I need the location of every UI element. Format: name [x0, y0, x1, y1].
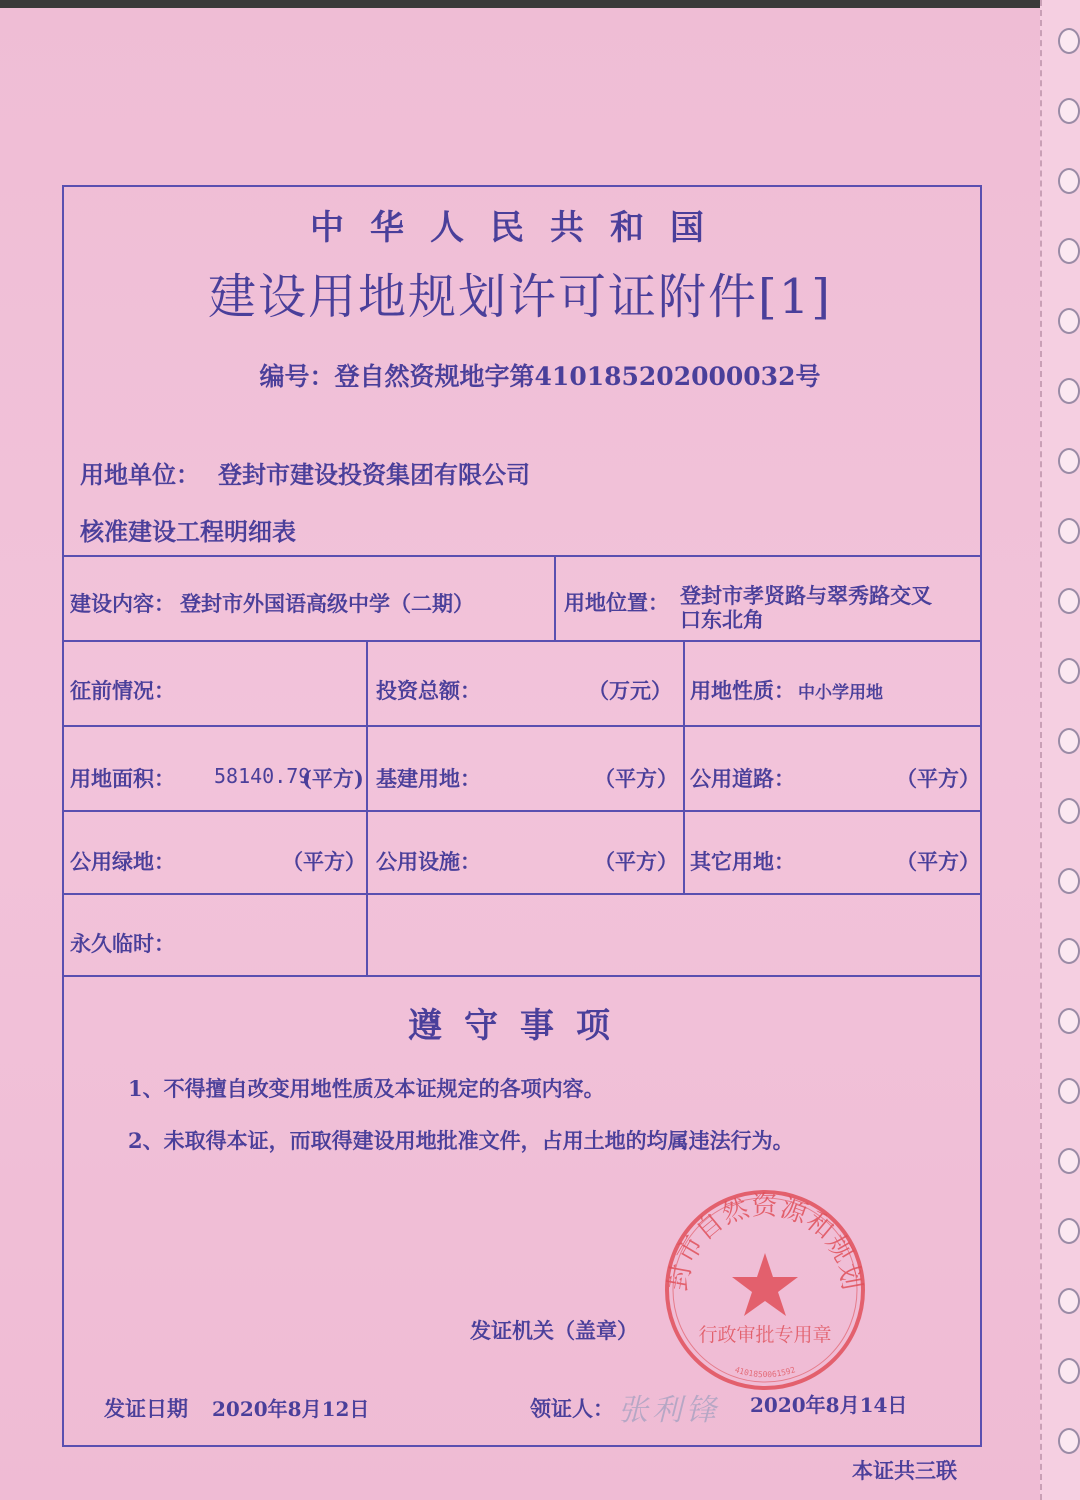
- infrastructure-unit: （平方）: [594, 766, 678, 791]
- feed-hole: [1058, 1428, 1080, 1454]
- area-label: 用地面积：: [70, 766, 175, 791]
- feed-hole: [1058, 98, 1080, 124]
- feed-hole: [1058, 938, 1080, 964]
- feed-hole: [1058, 1358, 1080, 1384]
- feed-hole: [1058, 868, 1080, 894]
- investment-unit: （万元）: [588, 678, 672, 703]
- table-divider: [683, 640, 685, 893]
- other-unit: （平方）: [896, 849, 980, 874]
- feed-hole: [1058, 238, 1080, 264]
- table-rule: [62, 975, 982, 977]
- receiver-label: 领证人：: [530, 1396, 614, 1421]
- feed-hole: [1058, 28, 1080, 54]
- applicant-label: 用地单位：: [80, 460, 200, 489]
- feed-hole: [1058, 308, 1080, 334]
- pre-requisition-label: 征前情况：: [70, 678, 175, 703]
- receiver-signature: 张利锋: [618, 1393, 720, 1428]
- investment-label: 投资总额：: [376, 678, 481, 703]
- seal-inner-text: 行政审批专用章: [698, 1324, 832, 1346]
- infrastructure-label: 基建用地：: [376, 766, 481, 791]
- certificate-number: 编号：登自然资规地字第410185202000032号: [259, 362, 821, 391]
- table-divider: [554, 555, 556, 640]
- tenure-label: 永久临时：: [70, 931, 175, 956]
- receive-date-value: 2020年8月14日: [750, 1393, 908, 1417]
- table-divider: [366, 640, 368, 975]
- feed-hole: [1058, 1148, 1080, 1174]
- table-rule: [62, 640, 982, 642]
- feed-hole: [1058, 1218, 1080, 1244]
- issue-date-label: 发证日期: [104, 1396, 188, 1421]
- other-label: 其它用地：: [690, 849, 795, 874]
- land-nature-label: 用地性质：: [690, 678, 795, 703]
- feed-hole: [1058, 1008, 1080, 1034]
- table-rule: [62, 893, 982, 895]
- feed-hole: [1058, 658, 1080, 684]
- area-value: 58140.79: [214, 764, 311, 788]
- location-value-line2: 口东北角: [680, 607, 764, 632]
- green-unit: （平方）: [282, 849, 366, 874]
- certificate-title: 建设用地规划许可证附件[1]: [208, 269, 832, 325]
- feed-hole: [1058, 448, 1080, 474]
- feed-hole: [1058, 1078, 1080, 1104]
- table-rule: [62, 725, 982, 727]
- issue-date-value: 2020年8月12日: [212, 1397, 370, 1421]
- table-rule: [62, 555, 982, 557]
- scan-top-edge: [0, 0, 1080, 8]
- feed-hole: [1058, 168, 1080, 194]
- rule-item-2: 2、未取得本证，而取得建设用地批准文件，占用土地的均属违法行为。: [128, 1128, 794, 1153]
- copies-note: 本证共三联: [852, 1458, 957, 1483]
- detail-table-heading: 核准建设工程明细表: [80, 517, 296, 546]
- public-road-label: 公用道路：: [690, 766, 795, 791]
- seal-outer-text: 封市自然资源和规划: [663, 1191, 867, 1294]
- location-value-line1: 登封市孝贤路与翠秀路交叉: [680, 583, 932, 608]
- content-label: 建设内容：: [70, 591, 175, 616]
- land-nature-value: 中小学用地: [798, 683, 883, 703]
- svg-text:4101850061592: [734, 1365, 797, 1379]
- public-road-unit: （平方）: [896, 766, 980, 791]
- facility-unit: （平方）: [594, 849, 678, 874]
- feed-hole: [1058, 588, 1080, 614]
- feed-hole: [1058, 1288, 1080, 1314]
- rule-item-1: 1、不得擅自改变用地性质及本证规定的各项内容。: [128, 1076, 605, 1101]
- issuer-label: 发证机关（盖章）: [470, 1318, 638, 1343]
- country-name: 中华人民共和国: [310, 208, 730, 248]
- star-icon: [732, 1253, 798, 1316]
- location-label: 用地位置：: [564, 590, 669, 615]
- feed-hole: [1058, 518, 1080, 544]
- feed-hole: [1058, 728, 1080, 754]
- seal-code: 4101850061592: [733, 1365, 797, 1380]
- rules-heading: 遵守事项: [408, 1006, 632, 1046]
- table-rule: [62, 810, 982, 812]
- area-unit: (平方): [302, 766, 364, 791]
- facility-label: 公用设施：: [376, 849, 481, 874]
- green-label: 公用绿地：: [70, 849, 175, 874]
- feed-hole: [1058, 798, 1080, 824]
- seal-graphic: [660, 1185, 870, 1395]
- official-seal: [660, 1185, 870, 1395]
- content-value: 登封市外国语高级中学（二期）: [180, 591, 474, 616]
- applicant-value: 登封市建设投资集团有限公司: [218, 460, 530, 489]
